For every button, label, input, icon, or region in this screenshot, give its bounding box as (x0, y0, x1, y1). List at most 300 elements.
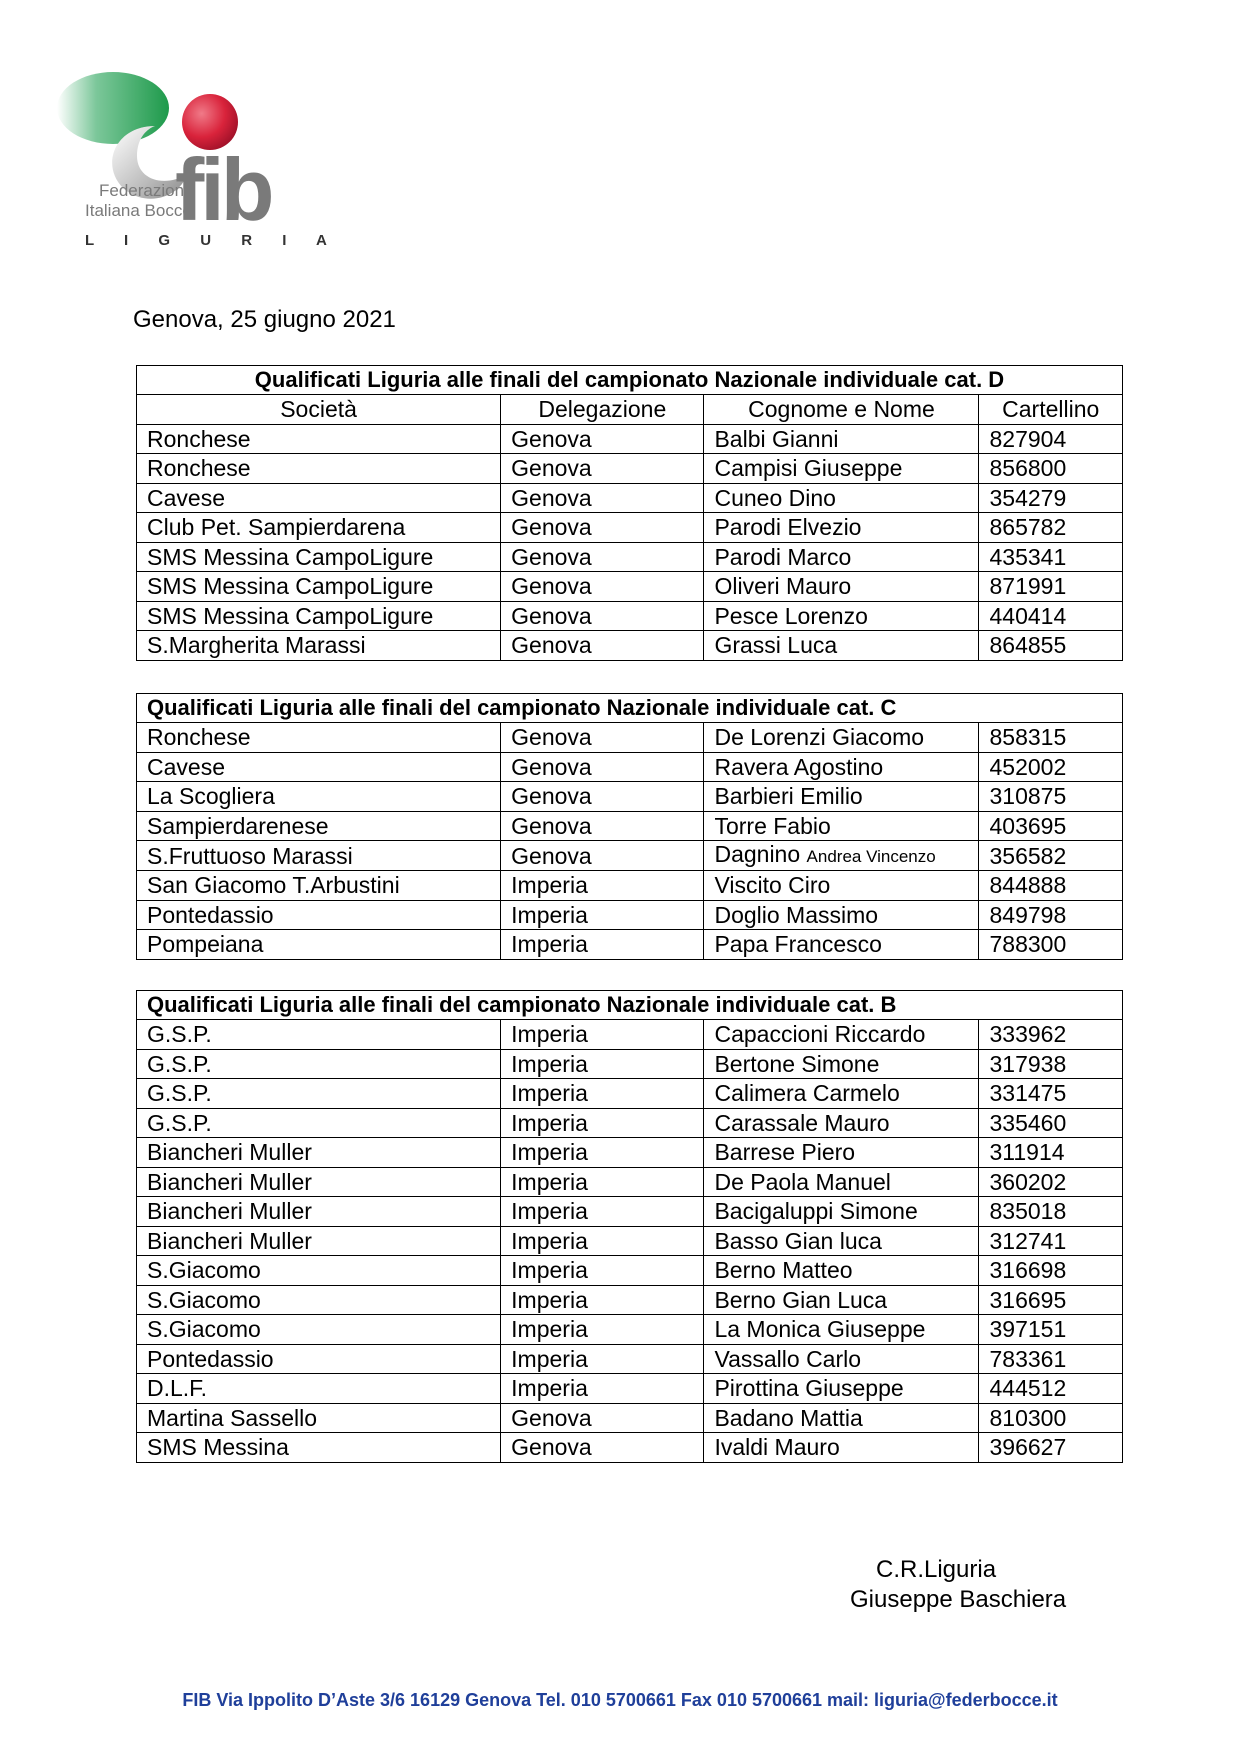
cell-delegazione (501, 542, 704, 572)
cell-nome (704, 1020, 979, 1050)
cell-delegazione (501, 1167, 704, 1197)
cell-cartellino (979, 811, 1123, 841)
cell-delegazione-text: Genova (511, 602, 592, 629)
cell-societa (137, 1108, 501, 1138)
cell-delegazione (501, 1049, 704, 1079)
cell-societa-text: S.Giacomo (147, 1257, 261, 1284)
table-row (137, 542, 1123, 572)
document-date: Genova, 25 giugno 2021 (133, 306, 396, 333)
cell-delegazione-text: Imperia (511, 1257, 588, 1284)
cell-delegazione (501, 1138, 704, 1168)
cell-cartellino (979, 483, 1123, 513)
cell-nome-text: Carassale Mauro (714, 1109, 890, 1136)
cell-cartellino (979, 1049, 1123, 1079)
cell-societa-text: La Scogliera (147, 783, 275, 810)
cell-delegazione (501, 572, 704, 602)
table-row (137, 900, 1123, 930)
cell-cartellino (979, 454, 1123, 484)
cell-delegazione (501, 483, 704, 513)
table-row (137, 1049, 1123, 1079)
cell-nome-text: Pesce Lorenzo (714, 602, 868, 629)
cell-cartellino (979, 631, 1123, 661)
column-header-nome: Cognome e Nome (704, 395, 979, 425)
table-row (137, 1138, 1123, 1168)
cell-societa-text: SMS Messina (147, 1434, 289, 1461)
cell-societa (137, 1344, 501, 1374)
cell-nome-text: Grassi Luca (714, 632, 838, 659)
table-row (137, 1344, 1123, 1374)
cell-cartellino-text: 316695 (989, 1286, 1067, 1313)
cell-societa (137, 1226, 501, 1256)
cell-cartellino (979, 841, 1123, 871)
cell-cartellino-text: 858315 (989, 724, 1067, 751)
cell-nome-text: De Lorenzi Giacomo (714, 724, 925, 751)
table-title: Qualificati Liguria alle finali del campionato Nazionale individuale cat. B (137, 991, 1123, 1020)
signature-organization: C.R.Liguria (876, 1556, 997, 1583)
cell-delegazione-text: Imperia (511, 1227, 588, 1254)
cell-delegazione (501, 1020, 704, 1050)
cell-nome (704, 1344, 979, 1374)
cell-societa-text: Biancheri Muller (147, 1198, 312, 1225)
cell-nome (704, 572, 979, 602)
cell-nome-text: Badano Mattia (714, 1404, 863, 1431)
cell-societa-text: G.S.P. (147, 1050, 212, 1077)
cell-nome-text: Capaccioni Riccardo (714, 1021, 926, 1048)
cell-delegazione (501, 631, 704, 661)
cell-nome (704, 1197, 979, 1227)
cell-delegazione (501, 1226, 704, 1256)
cell-societa (137, 841, 501, 871)
cell-societa-text: Pompeiana (147, 931, 264, 958)
cell-societa-text: G.S.P. (147, 1021, 212, 1048)
cell-cartellino-text: 827904 (989, 425, 1067, 452)
cell-delegazione (501, 782, 704, 812)
table-row (137, 1315, 1123, 1345)
cell-cartellino-text: 311914 (989, 1139, 1065, 1166)
signature-block (850, 1555, 1066, 1615)
cell-societa (137, 871, 501, 901)
cell-societa-text: Biancheri Muller (147, 1168, 312, 1195)
cell-nome-text: Bacigaluppi Simone (714, 1198, 918, 1225)
cell-nome (704, 1315, 979, 1345)
cell-nome (704, 782, 979, 812)
cell-delegazione-text: Imperia (511, 1168, 588, 1195)
cell-societa (137, 1138, 501, 1168)
cell-cartellino (979, 1138, 1123, 1168)
logo-green-ball (57, 72, 169, 144)
cell-delegazione-text: Imperia (511, 1345, 588, 1372)
cell-nome-text: Ravera Agostino (714, 753, 884, 780)
table-row (137, 483, 1123, 513)
cell-nome (704, 483, 979, 513)
cell-societa (137, 930, 501, 960)
cell-delegazione (501, 601, 704, 631)
cell-nome-text: Berno Matteo (714, 1257, 853, 1284)
cell-nome (704, 841, 979, 871)
table-row (137, 841, 1123, 871)
table-row (137, 454, 1123, 484)
cell-societa-text: Martina Sassello (147, 1404, 318, 1431)
cell-nome-text: Parodi Elvezio (714, 514, 862, 541)
cell-cartellino (979, 1167, 1123, 1197)
cell-cartellino-text: 871991 (989, 573, 1067, 600)
cell-nome-text: Berno Gian Luca (714, 1286, 888, 1313)
table-row (137, 1433, 1123, 1463)
cell-cartellino (979, 1226, 1123, 1256)
cell-cartellino (979, 723, 1123, 753)
cell-societa (137, 1079, 501, 1109)
cell-societa (137, 631, 501, 661)
cell-societa-text: Cavese (147, 484, 225, 511)
cell-delegazione-text: Imperia (511, 931, 588, 958)
cell-societa-text: S.Margherita Marassi (147, 632, 366, 659)
cell-cartellino-text: 356582 (989, 842, 1067, 869)
table-row (137, 1108, 1123, 1138)
cell-societa-text: Biancheri Muller (147, 1227, 312, 1254)
fib-liguria-logo (55, 70, 345, 280)
cell-cartellino (979, 601, 1123, 631)
cell-nome-text: De Paola Manuel (714, 1168, 891, 1195)
cell-cartellino (979, 1374, 1123, 1404)
cell-delegazione-text: Genova (511, 632, 592, 659)
table-row (137, 601, 1123, 631)
cell-societa (137, 542, 501, 572)
cell-delegazione-text: Imperia (511, 872, 588, 899)
cell-nome-extra: Andrea Vincenzo (806, 847, 936, 866)
table-row (137, 871, 1123, 901)
cell-delegazione-text: Genova (511, 1434, 592, 1461)
table-row (137, 1226, 1123, 1256)
cell-nome-text: Balbi Gianni (714, 425, 839, 452)
cell-delegazione-text: Imperia (511, 1021, 588, 1048)
cell-nome-text: Bertone Simone (714, 1050, 880, 1077)
column-header-delegazione: Delegazione (501, 395, 704, 425)
cell-nome (704, 1079, 979, 1109)
cell-cartellino-text: 844888 (989, 872, 1067, 899)
cell-societa-text: S.Giacomo (147, 1316, 261, 1343)
cell-societa (137, 1315, 501, 1345)
cell-cartellino (979, 1020, 1123, 1050)
cell-cartellino (979, 1197, 1123, 1227)
table-row (137, 572, 1123, 602)
table-row (137, 1285, 1123, 1315)
cell-nome (704, 1049, 979, 1079)
cell-delegazione-text: Genova (511, 425, 592, 452)
cell-nome (704, 1285, 979, 1315)
cell-societa-text: G.S.P. (147, 1109, 212, 1136)
cell-nome-text: Papa Francesco (714, 931, 882, 958)
table-row (137, 1020, 1123, 1050)
cell-nome (704, 1138, 979, 1168)
table-row (137, 752, 1123, 782)
cell-societa-text: S.Fruttuoso Marassi (147, 842, 353, 869)
cell-nome-text: La Monica Giuseppe (714, 1316, 926, 1343)
cell-delegazione (501, 841, 704, 871)
cell-nome-text: Doglio Massimo (714, 901, 879, 928)
cell-cartellino (979, 572, 1123, 602)
table-row (137, 631, 1123, 661)
cell-societa-text: SMS Messina CampoLigure (147, 543, 434, 570)
cell-societa-text: San Giacomo T.Arbustini (147, 872, 400, 899)
cell-cartellino-text: 444512 (989, 1375, 1067, 1402)
cell-nome (704, 1226, 979, 1256)
cell-nome (704, 1433, 979, 1463)
cell-delegazione-text: Genova (511, 573, 592, 600)
cell-societa (137, 1256, 501, 1286)
cell-delegazione (501, 1108, 704, 1138)
table-title: Qualificati Liguria alle finali del campionato Nazionale individuale cat. D (137, 366, 1123, 395)
cell-delegazione-text: Genova (511, 753, 592, 780)
cell-delegazione (501, 811, 704, 841)
table-row (137, 723, 1123, 753)
cell-cartellino (979, 1256, 1123, 1286)
cell-societa-text: Pontedassio (147, 901, 274, 928)
cell-delegazione-text: Genova (511, 514, 592, 541)
cell-delegazione-text: Genova (511, 812, 592, 839)
cell-cartellino (979, 900, 1123, 930)
cell-delegazione (501, 1344, 704, 1374)
table-row (137, 1403, 1123, 1433)
cell-nome (704, 1374, 979, 1404)
cell-nome-text: Torre Fabio (714, 812, 831, 839)
cell-delegazione (501, 1403, 704, 1433)
cell-societa (137, 1049, 501, 1079)
cell-societa (137, 1197, 501, 1227)
column-header-societa: Società (137, 395, 501, 425)
cell-nome-text: Oliveri Mauro (714, 573, 852, 600)
cell-cartellino (979, 871, 1123, 901)
cell-cartellino-text: 856800 (989, 455, 1067, 482)
cell-delegazione (501, 424, 704, 454)
cell-societa (137, 601, 501, 631)
cell-cartellino (979, 542, 1123, 572)
cell-cartellino-text: 310875 (989, 783, 1067, 810)
cell-delegazione (501, 513, 704, 543)
table-row (137, 1197, 1123, 1227)
cell-cartellino (979, 782, 1123, 812)
logo-line2: Italiana Bocce (85, 201, 192, 220)
cell-delegazione-text: Imperia (511, 1316, 588, 1343)
cell-nome (704, 723, 979, 753)
table-row (137, 930, 1123, 960)
cell-cartellino-text: 317938 (989, 1050, 1067, 1077)
cell-cartellino-text: 316698 (989, 1257, 1067, 1284)
cell-societa-text: S.Giacomo (147, 1286, 261, 1313)
table-row (137, 782, 1123, 812)
cell-societa-text: Biancheri Muller (147, 1139, 312, 1166)
cell-cartellino (979, 1344, 1123, 1374)
cell-societa (137, 1403, 501, 1433)
cell-cartellino-text: 440414 (989, 602, 1067, 629)
cell-nome (704, 542, 979, 572)
cell-delegazione-text: Genova (511, 455, 592, 482)
logo-line1: Federazione (99, 181, 194, 200)
cell-cartellino (979, 1079, 1123, 1109)
cell-nome-text: Cuneo Dino (714, 484, 836, 511)
cell-nome (704, 454, 979, 484)
cell-delegazione (501, 723, 704, 753)
cell-nome (704, 1403, 979, 1433)
cell-delegazione (501, 900, 704, 930)
cell-cartellino-text: 396627 (989, 1434, 1067, 1461)
cell-nome (704, 1256, 979, 1286)
cell-societa-text: SMS Messina CampoLigure (147, 602, 434, 629)
cell-cartellino-text: 354279 (989, 484, 1067, 511)
cell-societa-text: Ronchese (147, 425, 251, 452)
cell-delegazione (501, 1433, 704, 1463)
cell-societa-text: Club Pet. Sampierdarena (147, 514, 406, 541)
cell-delegazione (501, 871, 704, 901)
cell-cartellino-text: 835018 (989, 1198, 1067, 1225)
column-header-cartellino: Cartellino (979, 395, 1123, 425)
cell-societa (137, 723, 501, 753)
table-row (137, 1374, 1123, 1404)
table-row (137, 811, 1123, 841)
cell-nome-text: Barrese Piero (714, 1139, 856, 1166)
logo-brand: fib (175, 140, 271, 239)
cell-delegazione (501, 1256, 704, 1286)
cell-nome-text: Parodi Marco (714, 543, 852, 570)
cell-nome (704, 811, 979, 841)
cell-delegazione-text: Imperia (511, 1375, 588, 1402)
table-title: Qualificati Liguria alle finali del campionato Nazionale individuale cat. C (137, 694, 1123, 723)
table-cat-c (136, 693, 1123, 960)
cell-delegazione-text: Genova (511, 724, 592, 751)
cell-nome (704, 752, 979, 782)
cell-societa (137, 424, 501, 454)
cell-delegazione (501, 1315, 704, 1345)
cell-nome-text: Viscito Ciro (714, 872, 831, 899)
cell-societa-text: G.S.P. (147, 1080, 212, 1107)
cell-delegazione (501, 1197, 704, 1227)
cell-nome (704, 513, 979, 543)
cell-societa (137, 513, 501, 543)
cell-delegazione-text: Genova (511, 783, 592, 810)
cell-nome (704, 930, 979, 960)
cell-cartellino-text: 331475 (989, 1080, 1067, 1107)
cell-delegazione (501, 752, 704, 782)
cell-societa (137, 454, 501, 484)
cell-delegazione-text: Imperia (511, 1139, 588, 1166)
cell-societa-text: Sampierdarenese (147, 812, 329, 839)
cell-delegazione (501, 1285, 704, 1315)
cell-cartellino-text: 403695 (989, 812, 1067, 839)
cell-societa (137, 900, 501, 930)
cell-cartellino (979, 1315, 1123, 1345)
table-row (137, 424, 1123, 454)
cell-cartellino (979, 1285, 1123, 1315)
cell-cartellino (979, 752, 1123, 782)
cell-cartellino (979, 513, 1123, 543)
cell-societa (137, 1374, 501, 1404)
cell-nome-text: Basso Gian luca (714, 1227, 882, 1254)
cell-nome (704, 900, 979, 930)
cell-cartellino-text: 435341 (989, 543, 1067, 570)
cell-nome-text: Dagnino (714, 841, 801, 867)
cell-delegazione-text: Imperia (511, 1080, 588, 1107)
cell-delegazione (501, 1079, 704, 1109)
table-cat-d (136, 365, 1123, 661)
cell-nome-text: Barbieri Emilio (714, 783, 863, 810)
cell-cartellino-text: 397151 (989, 1316, 1067, 1343)
cell-cartellino-text: 783361 (989, 1345, 1067, 1372)
table-cat-b (136, 990, 1123, 1463)
cell-delegazione-text: Genova (511, 484, 592, 511)
cell-delegazione-text: Imperia (511, 1198, 588, 1225)
cell-societa (137, 1433, 501, 1463)
logo-region: L I G U R I A (85, 232, 340, 249)
cell-cartellino-text: 788300 (989, 931, 1067, 958)
cell-societa-text: SMS Messina CampoLigure (147, 573, 434, 600)
cell-delegazione (501, 1374, 704, 1404)
cell-delegazione (501, 454, 704, 484)
cell-nome-text: Vassallo Carlo (714, 1345, 862, 1372)
cell-delegazione-text: Imperia (511, 901, 588, 928)
cell-cartellino-text: 865782 (989, 514, 1067, 541)
cell-societa-text: Cavese (147, 753, 225, 780)
cell-nome (704, 424, 979, 454)
cell-nome (704, 871, 979, 901)
cell-societa (137, 1285, 501, 1315)
cell-nome (704, 1108, 979, 1138)
cell-societa (137, 572, 501, 602)
cell-delegazione-text: Imperia (511, 1109, 588, 1136)
cell-societa-text: Ronchese (147, 455, 251, 482)
cell-delegazione-text: Imperia (511, 1050, 588, 1077)
cell-societa (137, 483, 501, 513)
cell-societa (137, 782, 501, 812)
cell-cartellino-text: 849798 (989, 901, 1067, 928)
cell-cartellino-text: 333962 (989, 1021, 1067, 1048)
cell-societa-text: Ronchese (147, 724, 251, 751)
cell-delegazione (501, 930, 704, 960)
footer-contact: FIB Via Ippolito D’Aste 3/6 16129 Genova Tel. 010 5700661 Fax 010 5700661 mail: liguria@federbocce.it (182, 1690, 1058, 1710)
table-row (137, 513, 1123, 543)
cell-societa (137, 1167, 501, 1197)
cell-cartellino-text: 312741 (989, 1227, 1067, 1254)
cell-cartellino (979, 1433, 1123, 1463)
cell-societa-text: Pontedassio (147, 1345, 274, 1372)
cell-societa-text: D.L.F. (147, 1375, 208, 1402)
cell-nome-text: Pirottina Giuseppe (714, 1375, 904, 1402)
cell-cartellino (979, 930, 1123, 960)
cell-nome-text: Calimera Carmelo (714, 1080, 900, 1107)
cell-cartellino (979, 424, 1123, 454)
cell-cartellino-text: 810300 (989, 1404, 1067, 1431)
signature-name: Giuseppe Baschiera (850, 1586, 1067, 1613)
cell-delegazione-text: Imperia (511, 1286, 588, 1313)
cell-nome (704, 1167, 979, 1197)
cell-nome-text: Campisi Giuseppe (714, 455, 903, 482)
cell-cartellino (979, 1403, 1123, 1433)
cell-societa (137, 752, 501, 782)
cell-societa (137, 811, 501, 841)
cell-cartellino-text: 360202 (989, 1168, 1067, 1195)
cell-delegazione-text: Genova (511, 1404, 592, 1431)
table-row (137, 1167, 1123, 1197)
table-row (137, 1256, 1123, 1286)
cell-cartellino (979, 1108, 1123, 1138)
cell-nome (704, 601, 979, 631)
cell-cartellino-text: 452002 (989, 753, 1067, 780)
cell-cartellino-text: 335460 (989, 1109, 1067, 1136)
cell-cartellino-text: 864855 (989, 632, 1067, 659)
cell-nome-text: Ivaldi Mauro (714, 1434, 840, 1461)
cell-societa (137, 1020, 501, 1050)
cell-delegazione-text: Genova (511, 543, 592, 570)
cell-nome (704, 631, 979, 661)
table-row (137, 1079, 1123, 1109)
